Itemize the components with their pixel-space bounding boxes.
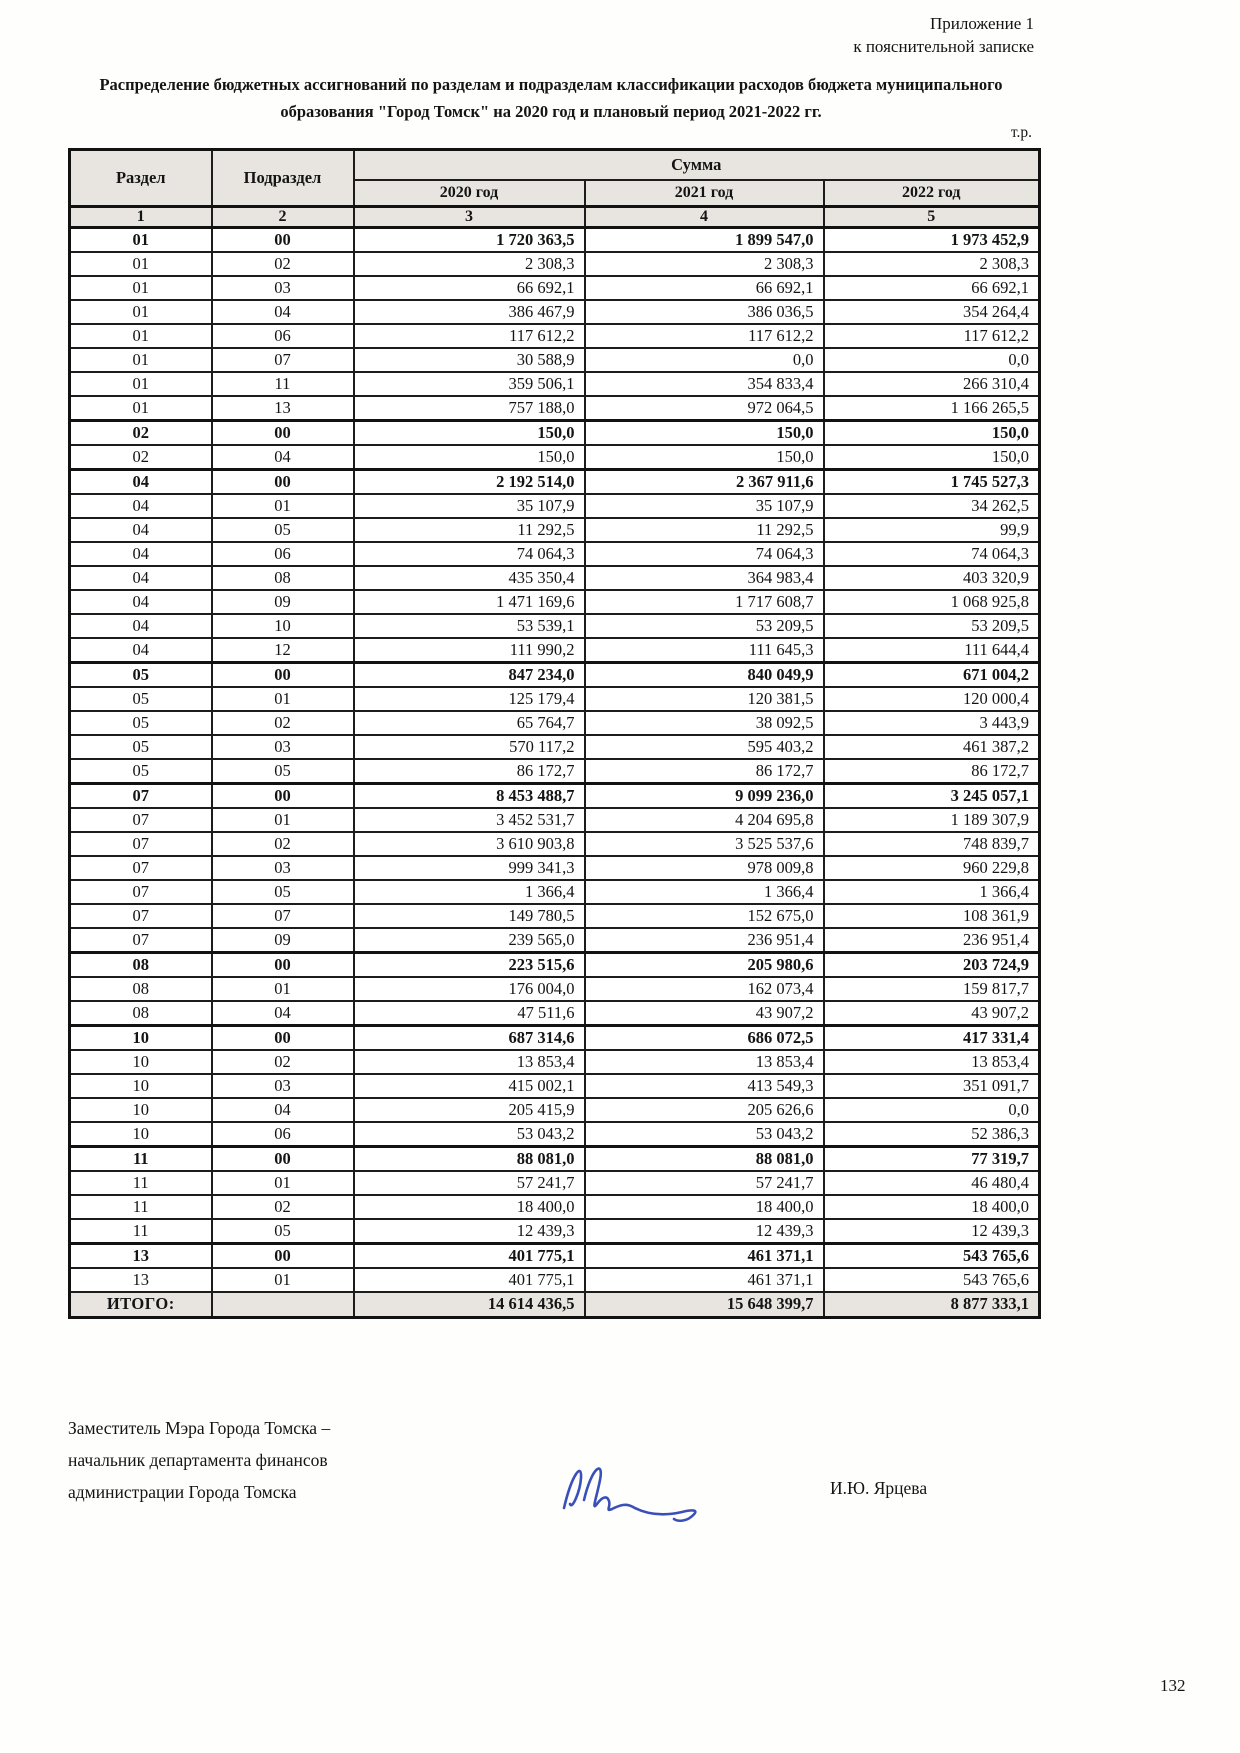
podrazdel-cell: 09 — [212, 590, 354, 614]
table-row — [70, 1074, 1040, 1098]
razdel-cell: 07 — [70, 880, 212, 904]
podrazdel-cell: 01 — [212, 1268, 354, 1292]
razdel-cell: 07 — [70, 904, 212, 928]
value-2021-cell: 13 853,4 — [585, 1050, 824, 1074]
value-2021-cell: 74 064,3 — [585, 542, 824, 566]
table-row — [70, 1195, 1040, 1219]
value-2020-cell: 3 610 903,8 — [354, 832, 585, 856]
podrazdel-cell: 04 — [212, 300, 354, 324]
table-row — [70, 711, 1040, 735]
razdel-cell: 01 — [70, 396, 212, 421]
value-2020-cell: 47 511,6 — [354, 1001, 585, 1026]
razdel-cell: 01 — [70, 228, 212, 253]
razdel-cell: 07 — [70, 856, 212, 880]
podrazdel-cell: 04 — [212, 1001, 354, 1026]
column-number-3: 3 — [354, 207, 585, 228]
value-2021-cell: 150,0 — [585, 445, 824, 470]
value-2021-cell: 1 717 608,7 — [585, 590, 824, 614]
value-2021-cell: 364 983,4 — [585, 566, 824, 590]
podrazdel-cell: 03 — [212, 1074, 354, 1098]
razdel-cell: 04 — [70, 638, 212, 663]
value-2020-cell: 401 775,1 — [354, 1244, 585, 1269]
razdel-cell: 01 — [70, 300, 212, 324]
podrazdel-cell: 00 — [212, 953, 354, 978]
podrazdel-cell: 05 — [212, 759, 354, 784]
value-2021-cell: 18 400,0 — [585, 1195, 824, 1219]
table-row — [70, 470, 1040, 495]
value-2020-cell: 386 467,9 — [354, 300, 585, 324]
table-row — [70, 1244, 1040, 1269]
podrazdel-cell: 09 — [212, 928, 354, 953]
table-row — [70, 759, 1040, 784]
appendix-note — [853, 12, 1034, 59]
table-row — [70, 808, 1040, 832]
table-header — [70, 150, 1040, 228]
value-2022-cell: 1 189 307,9 — [824, 808, 1040, 832]
razdel-cell: 10 — [70, 1050, 212, 1074]
razdel-cell: 08 — [70, 953, 212, 978]
column-number-2: 2 — [212, 207, 354, 228]
podrazdel-cell: 02 — [212, 832, 354, 856]
razdel-cell: 04 — [70, 614, 212, 638]
podrazdel-cell: 06 — [212, 542, 354, 566]
table-row — [70, 445, 1040, 470]
table-row — [70, 276, 1040, 300]
value-2020-cell: 18 400,0 — [354, 1195, 585, 1219]
podrazdel-cell: 00 — [212, 228, 354, 253]
razdel-cell: 02 — [70, 421, 212, 446]
column-header-2022: 2022 год — [824, 180, 1040, 207]
table-footer — [70, 1292, 1040, 1317]
value-2021-cell: 461 371,1 — [585, 1244, 824, 1269]
value-2021-cell: 1 899 547,0 — [585, 228, 824, 253]
value-2021-cell: 120 381,5 — [585, 687, 824, 711]
value-2022-cell: 108 361,9 — [824, 904, 1040, 928]
value-2022-cell: 150,0 — [824, 445, 1040, 470]
value-2022-cell: 74 064,3 — [824, 542, 1040, 566]
razdel-cell: 05 — [70, 735, 212, 759]
podrazdel-cell: 01 — [212, 977, 354, 1001]
razdel-cell: 11 — [70, 1147, 212, 1172]
value-2020-cell: 999 341,3 — [354, 856, 585, 880]
value-2020-cell: 2 192 514,0 — [354, 470, 585, 495]
appendix-line-1: Приложение 1 — [930, 14, 1034, 33]
value-2022-cell: 417 331,4 — [824, 1026, 1040, 1051]
razdel-cell: 04 — [70, 590, 212, 614]
value-2022-cell: 3 443,9 — [824, 711, 1040, 735]
podrazdel-cell: 01 — [212, 494, 354, 518]
value-2021-cell: 2 367 911,6 — [585, 470, 824, 495]
value-2021-cell: 4 204 695,8 — [585, 808, 824, 832]
value-2021-cell: 12 439,3 — [585, 1219, 824, 1244]
value-2021-cell: 205 980,6 — [585, 953, 824, 978]
razdel-cell: 04 — [70, 518, 212, 542]
budget-table — [68, 148, 1041, 1319]
value-2022-cell: 99,9 — [824, 518, 1040, 542]
value-2020-cell: 401 775,1 — [354, 1268, 585, 1292]
value-2022-cell: 0,0 — [824, 1098, 1040, 1122]
value-2021-cell: 205 626,6 — [585, 1098, 824, 1122]
podrazdel-cell: 03 — [212, 276, 354, 300]
signer-title-line-1: Заместитель Мэра Города Томска – — [68, 1418, 331, 1438]
total-empty-cell — [212, 1292, 354, 1317]
podrazdel-cell: 00 — [212, 1147, 354, 1172]
razdel-cell: 07 — [70, 928, 212, 953]
table-row — [70, 421, 1040, 446]
podrazdel-cell: 03 — [212, 856, 354, 880]
razdel-cell: 07 — [70, 784, 212, 809]
razdel-cell: 07 — [70, 832, 212, 856]
table-row — [70, 1122, 1040, 1147]
value-2020-cell: 176 004,0 — [354, 977, 585, 1001]
value-2020-cell: 150,0 — [354, 445, 585, 470]
razdel-cell: 11 — [70, 1219, 212, 1244]
value-2021-cell: 978 009,8 — [585, 856, 824, 880]
value-2022-cell: 1 366,4 — [824, 880, 1040, 904]
header-row-main — [70, 150, 1040, 180]
podrazdel-cell: 06 — [212, 324, 354, 348]
razdel-cell: 01 — [70, 372, 212, 396]
value-2021-cell: 0,0 — [585, 348, 824, 372]
podrazdel-cell: 01 — [212, 1171, 354, 1195]
value-2021-cell: 354 833,4 — [585, 372, 824, 396]
value-2021-cell: 152 675,0 — [585, 904, 824, 928]
podrazdel-cell: 00 — [212, 1026, 354, 1051]
table-row — [70, 372, 1040, 396]
value-2020-cell: 2 308,3 — [354, 252, 585, 276]
appendix-line-2: к пояснительной записке — [853, 37, 1034, 57]
value-2021-cell: 840 049,9 — [585, 663, 824, 688]
value-2022-cell: 53 209,5 — [824, 614, 1040, 638]
value-2020-cell: 74 064,3 — [354, 542, 585, 566]
signer-name: И.Ю. Ярцева — [830, 1478, 928, 1498]
podrazdel-cell: 00 — [212, 1244, 354, 1269]
value-2021-cell: 117 612,2 — [585, 324, 824, 348]
value-2022-cell: 77 319,7 — [824, 1147, 1040, 1172]
value-2021-cell: 53 043,2 — [585, 1122, 824, 1147]
value-2021-cell: 111 645,3 — [585, 638, 824, 663]
table-row — [70, 928, 1040, 953]
podrazdel-cell: 01 — [212, 687, 354, 711]
value-2020-cell: 66 692,1 — [354, 276, 585, 300]
podrazdel-cell: 07 — [212, 348, 354, 372]
podrazdel-cell: 00 — [212, 421, 354, 446]
value-2020-cell: 150,0 — [354, 421, 585, 446]
value-2020-cell: 205 415,9 — [354, 1098, 585, 1122]
table-row — [70, 735, 1040, 759]
podrazdel-cell: 05 — [212, 518, 354, 542]
value-2022-cell: 120 000,4 — [824, 687, 1040, 711]
table-row — [70, 880, 1040, 904]
value-2021-cell: 38 092,5 — [585, 711, 824, 735]
value-2020-cell: 30 588,9 — [354, 348, 585, 372]
table-row — [70, 324, 1040, 348]
table-body — [70, 228, 1040, 1293]
value-2020-cell: 435 350,4 — [354, 566, 585, 590]
value-2022-cell: 1 166 265,5 — [824, 396, 1040, 421]
podrazdel-cell: 13 — [212, 396, 354, 421]
podrazdel-cell: 02 — [212, 1050, 354, 1074]
value-2021-cell: 86 172,7 — [585, 759, 824, 784]
value-2020-cell: 1 720 363,5 — [354, 228, 585, 253]
signer-title-line-2: начальник департамента финансов — [68, 1450, 328, 1471]
table-row — [70, 228, 1040, 253]
value-2021-cell: 66 692,1 — [585, 276, 824, 300]
razdel-cell: 02 — [70, 445, 212, 470]
value-2022-cell: 748 839,7 — [824, 832, 1040, 856]
value-2021-cell: 150,0 — [585, 421, 824, 446]
value-2022-cell: 354 264,4 — [824, 300, 1040, 324]
value-2020-cell: 239 565,0 — [354, 928, 585, 953]
razdel-cell: 10 — [70, 1122, 212, 1147]
podrazdel-cell: 00 — [212, 663, 354, 688]
table-row — [70, 904, 1040, 928]
razdel-cell: 01 — [70, 276, 212, 300]
value-2020-cell: 65 764,7 — [354, 711, 585, 735]
value-2022-cell: 111 644,4 — [824, 638, 1040, 663]
value-2022-cell: 671 004,2 — [824, 663, 1040, 688]
podrazdel-cell: 11 — [212, 372, 354, 396]
value-2022-cell: 66 692,1 — [824, 276, 1040, 300]
value-2020-cell: 757 188,0 — [354, 396, 585, 421]
column-header-2021: 2021 год — [585, 180, 824, 207]
podrazdel-cell: 07 — [212, 904, 354, 928]
value-2020-cell: 149 780,5 — [354, 904, 585, 928]
table-row — [70, 663, 1040, 688]
value-2021-cell: 236 951,4 — [585, 928, 824, 953]
value-2021-cell: 43 907,2 — [585, 1001, 824, 1026]
table-row — [70, 542, 1040, 566]
value-2021-cell: 88 081,0 — [585, 1147, 824, 1172]
table-row — [70, 1098, 1040, 1122]
podrazdel-cell: 02 — [212, 711, 354, 735]
value-2020-cell: 687 314,6 — [354, 1026, 585, 1051]
value-2022-cell: 351 091,7 — [824, 1074, 1040, 1098]
razdel-cell: 01 — [70, 324, 212, 348]
value-2022-cell: 960 229,8 — [824, 856, 1040, 880]
razdel-cell: 04 — [70, 494, 212, 518]
razdel-cell: 05 — [70, 759, 212, 784]
value-2021-cell: 972 064,5 — [585, 396, 824, 421]
signer-title — [68, 1412, 330, 1508]
razdel-cell: 07 — [70, 808, 212, 832]
razdel-cell: 08 — [70, 1001, 212, 1026]
podrazdel-cell: 06 — [212, 1122, 354, 1147]
value-2020-cell: 1 471 169,6 — [354, 590, 585, 614]
table-row — [70, 1026, 1040, 1051]
value-2020-cell: 223 515,6 — [354, 953, 585, 978]
value-2021-cell: 3 525 537,6 — [585, 832, 824, 856]
razdel-cell: 01 — [70, 252, 212, 276]
value-2022-cell: 236 951,4 — [824, 928, 1040, 953]
podrazdel-cell: 10 — [212, 614, 354, 638]
value-2021-cell: 2 308,3 — [585, 252, 824, 276]
table-row — [70, 300, 1040, 324]
value-2022-cell: 52 386,3 — [824, 1122, 1040, 1147]
table-row — [70, 494, 1040, 518]
table-row — [70, 1171, 1040, 1195]
razdel-cell: 01 — [70, 348, 212, 372]
value-2020-cell: 847 234,0 — [354, 663, 585, 688]
podrazdel-cell: 04 — [212, 445, 354, 470]
table-row — [70, 1268, 1040, 1292]
value-2022-cell: 86 172,7 — [824, 759, 1040, 784]
value-2021-cell: 9 099 236,0 — [585, 784, 824, 809]
signer-title-line-3: администрации Города Томска — [68, 1482, 297, 1503]
column-number-5: 5 — [824, 207, 1040, 228]
table-row — [70, 638, 1040, 663]
value-2022-cell: 1 973 452,9 — [824, 228, 1040, 253]
table-row — [70, 566, 1040, 590]
razdel-cell: 04 — [70, 542, 212, 566]
podrazdel-cell: 05 — [212, 880, 354, 904]
total-row — [70, 1292, 1040, 1317]
razdel-cell: 04 — [70, 566, 212, 590]
page-number: 132 — [1160, 1676, 1186, 1695]
value-2021-cell: 461 371,1 — [585, 1268, 824, 1292]
value-2022-cell: 43 907,2 — [824, 1001, 1040, 1026]
value-2020-cell: 359 506,1 — [354, 372, 585, 396]
value-2022-cell: 0,0 — [824, 348, 1040, 372]
value-2022-cell: 461 387,2 — [824, 735, 1040, 759]
table-row — [70, 977, 1040, 1001]
podrazdel-cell: 00 — [212, 470, 354, 495]
value-2022-cell: 3 245 057,1 — [824, 784, 1040, 809]
value-2022-cell: 159 817,7 — [824, 977, 1040, 1001]
total-label: ИТОГО: — [70, 1292, 212, 1317]
value-2020-cell: 86 172,7 — [354, 759, 585, 784]
value-2022-cell: 543 765,6 — [824, 1244, 1040, 1269]
total-2021: 15 648 399,7 — [585, 1292, 824, 1317]
table-row — [70, 1001, 1040, 1026]
podrazdel-cell: 04 — [212, 1098, 354, 1122]
value-2022-cell: 13 853,4 — [824, 1050, 1040, 1074]
table-row — [70, 1147, 1040, 1172]
razdel-cell: 13 — [70, 1268, 212, 1292]
table-row — [70, 590, 1040, 614]
value-2020-cell: 1 366,4 — [354, 880, 585, 904]
value-2022-cell: 543 765,6 — [824, 1268, 1040, 1292]
value-2022-cell: 12 439,3 — [824, 1219, 1040, 1244]
podrazdel-cell: 08 — [212, 566, 354, 590]
value-2020-cell: 8 453 488,7 — [354, 784, 585, 809]
value-2022-cell: 1 745 527,3 — [824, 470, 1040, 495]
podrazdel-cell: 02 — [212, 1195, 354, 1219]
value-2022-cell: 1 068 925,8 — [824, 590, 1040, 614]
value-2020-cell: 12 439,3 — [354, 1219, 585, 1244]
table-row — [70, 614, 1040, 638]
razdel-cell: 10 — [70, 1074, 212, 1098]
value-2020-cell: 3 452 531,7 — [354, 808, 585, 832]
table-row — [70, 953, 1040, 978]
value-2021-cell: 57 241,7 — [585, 1171, 824, 1195]
table-row — [70, 687, 1040, 711]
razdel-cell: 10 — [70, 1026, 212, 1051]
table-row — [70, 396, 1040, 421]
column-header-podrazdel: Подраздел — [212, 150, 354, 207]
value-2022-cell: 266 310,4 — [824, 372, 1040, 396]
column-header-2020: 2020 год — [354, 180, 585, 207]
value-2020-cell: 125 179,4 — [354, 687, 585, 711]
value-2020-cell: 570 117,2 — [354, 735, 585, 759]
column-number-1: 1 — [70, 207, 212, 228]
unit-label: т.р. — [1010, 124, 1032, 141]
podrazdel-cell: 05 — [212, 1219, 354, 1244]
value-2021-cell: 11 292,5 — [585, 518, 824, 542]
razdel-cell: 10 — [70, 1098, 212, 1122]
column-number-4: 4 — [585, 207, 824, 228]
total-2022: 8 877 333,1 — [824, 1292, 1040, 1317]
value-2022-cell: 46 480,4 — [824, 1171, 1040, 1195]
header-row-column-numbers — [70, 207, 1040, 228]
razdel-cell: 05 — [70, 663, 212, 688]
value-2022-cell: 117 612,2 — [824, 324, 1040, 348]
podrazdel-cell: 12 — [212, 638, 354, 663]
razdel-cell: 05 — [70, 711, 212, 735]
table-row — [70, 1050, 1040, 1074]
value-2021-cell: 413 549,3 — [585, 1074, 824, 1098]
value-2021-cell: 595 403,2 — [585, 735, 824, 759]
razdel-cell: 08 — [70, 977, 212, 1001]
razdel-cell: 13 — [70, 1244, 212, 1269]
value-2020-cell: 53 043,2 — [354, 1122, 585, 1147]
razdel-cell: 04 — [70, 470, 212, 495]
value-2020-cell: 415 002,1 — [354, 1074, 585, 1098]
value-2022-cell: 34 262,5 — [824, 494, 1040, 518]
value-2022-cell: 150,0 — [824, 421, 1040, 446]
value-2021-cell: 1 366,4 — [585, 880, 824, 904]
podrazdel-cell: 03 — [212, 735, 354, 759]
value-2022-cell: 403 320,9 — [824, 566, 1040, 590]
table-row — [70, 856, 1040, 880]
value-2020-cell: 88 081,0 — [354, 1147, 585, 1172]
table-row — [70, 784, 1040, 809]
value-2020-cell: 111 990,2 — [354, 638, 585, 663]
value-2021-cell: 35 107,9 — [585, 494, 824, 518]
value-2020-cell: 53 539,1 — [354, 614, 585, 638]
value-2020-cell: 13 853,4 — [354, 1050, 585, 1074]
value-2020-cell: 35 107,9 — [354, 494, 585, 518]
value-2022-cell: 18 400,0 — [824, 1195, 1040, 1219]
table-row — [70, 518, 1040, 542]
column-header-razdel: Раздел — [70, 150, 212, 207]
value-2020-cell: 117 612,2 — [354, 324, 585, 348]
podrazdel-cell: 01 — [212, 808, 354, 832]
razdel-cell: 11 — [70, 1171, 212, 1195]
table-row — [70, 348, 1040, 372]
document-title: Распределение бюджетных ассигнований по разделам и подразделам классификации расходов бюджета муниципального образования "Город Томск" на 2020 год и плановый период 2021-2022 гг. — [99, 75, 1003, 121]
podrazdel-cell: 02 — [212, 252, 354, 276]
column-header-summa: Сумма — [354, 150, 1040, 180]
value-2021-cell: 686 072,5 — [585, 1026, 824, 1051]
value-2021-cell: 162 073,4 — [585, 977, 824, 1001]
table-row — [70, 252, 1040, 276]
table-row — [70, 1219, 1040, 1244]
total-2020: 14 614 436,5 — [354, 1292, 585, 1317]
razdel-cell: 05 — [70, 687, 212, 711]
value-2021-cell: 53 209,5 — [585, 614, 824, 638]
razdel-cell: 11 — [70, 1195, 212, 1219]
value-2022-cell: 2 308,3 — [824, 252, 1040, 276]
value-2020-cell: 11 292,5 — [354, 518, 585, 542]
value-2022-cell: 203 724,9 — [824, 953, 1040, 978]
value-2020-cell: 57 241,7 — [354, 1171, 585, 1195]
value-2021-cell: 386 036,5 — [585, 300, 824, 324]
handwritten-signature — [548, 1452, 718, 1536]
podrazdel-cell: 00 — [212, 784, 354, 809]
table-row — [70, 832, 1040, 856]
